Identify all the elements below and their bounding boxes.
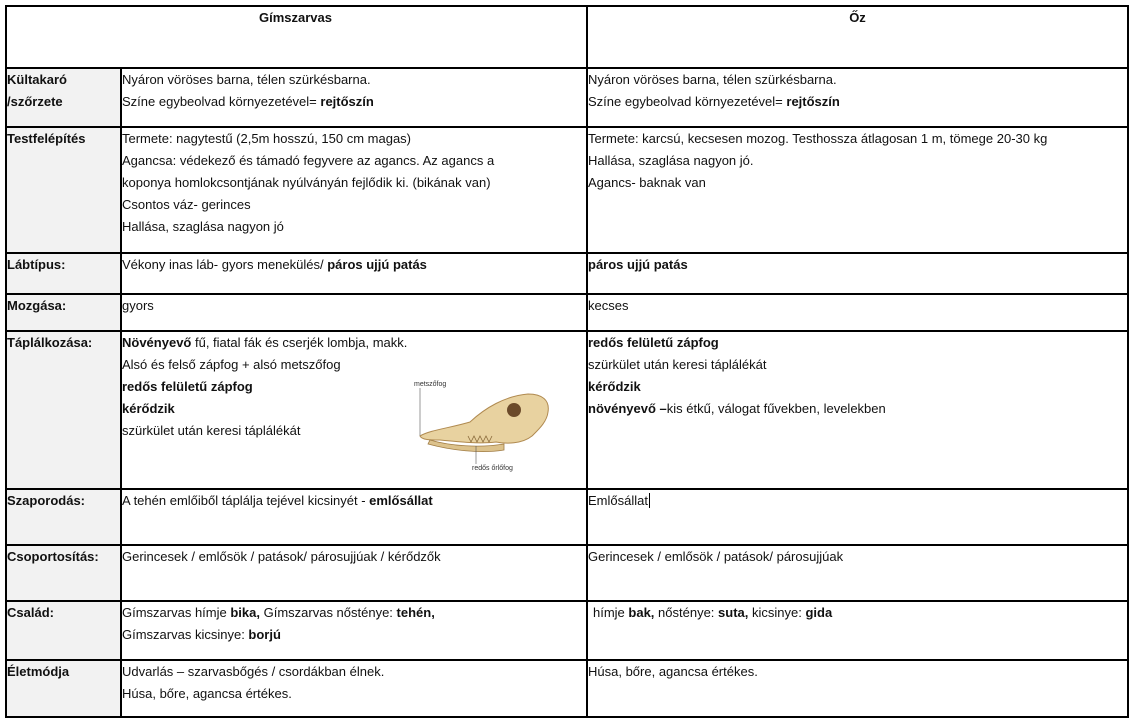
comparison-table: [5, 5, 1129, 718]
cell-gimszarvas: [121, 68, 587, 127]
cell-bold-text: redős felületű zápfog: [122, 379, 253, 394]
cell-bold-text: bak,: [628, 605, 655, 620]
cell-oz[interactable]: [587, 489, 1128, 545]
header-empty-cell: [6, 6, 121, 68]
row-label: [6, 601, 121, 660]
cell-text: Hallása, szaglása nagyon jó: [122, 219, 284, 234]
label-line: Család:: [7, 605, 54, 620]
label-line: Kültakaró: [7, 72, 67, 87]
row-kultakaro: [6, 68, 1128, 127]
cell-text: Gerincesek / emlősök / patások/ párosujjúak / kérődzők: [122, 549, 441, 564]
cell-bold-text: bika,: [230, 605, 260, 620]
cell-text: szürkület után keresi táplálékát: [588, 357, 767, 372]
figure-label-incisor: metszőfog: [414, 381, 447, 388]
cell-oz: [587, 253, 1128, 294]
cell-bold-text: gida: [805, 605, 833, 620]
cell-bold-text: Növényevő: [122, 335, 192, 350]
row-eletmodja: [6, 660, 1128, 717]
label-line: Testfelépítés: [7, 131, 86, 146]
cell-text: Gímszarvas hímje: [122, 605, 231, 620]
figure-label-molar: redős őrlőfog: [472, 465, 513, 472]
cell-gimszarvas: [121, 601, 587, 660]
deer-skull-illustration: [410, 378, 560, 476]
cell-gimszarvas: [121, 489, 587, 545]
row-label: [6, 489, 121, 545]
cell-text: fű, fiatal fák és cserjék lombja, makk.: [191, 335, 408, 350]
cell-oz: [587, 294, 1128, 331]
cell-gimszarvas: [121, 660, 587, 717]
cell-bold-text: emlősállat: [369, 493, 433, 508]
cell-text: nősténye:: [654, 605, 719, 620]
row-csoportositas: [6, 545, 1128, 601]
cell-text: Gímszarvas nősténye:: [259, 605, 397, 620]
header-oz: [587, 6, 1128, 68]
label-line: Mozgása:: [7, 298, 67, 313]
label-line: Csoportosítás:: [7, 549, 99, 564]
row-mozgasa: [6, 294, 1128, 331]
cell-text: Színe egybeolvad környezetével=: [588, 94, 787, 109]
cell-bold-text: borjú: [248, 627, 281, 642]
cell-text: Termete: nagytestű (2,5m hosszú, 150 cm magas): [122, 131, 412, 146]
row-testfelepites: [6, 127, 1128, 253]
cell-text: A tehén emlőiből táplálja tejével kicsinyét -: [122, 493, 370, 508]
label-line: /szőrzete: [7, 94, 63, 109]
row-taplalkozasa: [6, 331, 1128, 489]
cell-bold-text: páros ujjú patás: [327, 257, 427, 272]
cell-gimszarvas: [121, 253, 587, 294]
cell-text: Nyáron vöröses barna, télen szürkésbarna.: [588, 72, 837, 87]
label-line: Lábtípus:: [7, 257, 66, 272]
cell-bold-text: kérődzik: [122, 401, 175, 416]
cell-text: Agancsa: védekező és támadó fegyvere az agancs. Az agancs a: [122, 153, 495, 168]
label-line: Életmódja: [7, 664, 70, 679]
cell-text: Színe egybeolvad környezetével=: [122, 94, 321, 109]
row-label: [6, 294, 121, 331]
cell-text: Alsó és felső zápfog + alsó metszőfog: [122, 357, 341, 372]
header-row: [6, 6, 1128, 68]
cell-text: hímje: [593, 605, 629, 620]
cell-bold-text: növényevő –: [588, 401, 667, 416]
cell-bold-text: kérődzik: [588, 379, 641, 394]
row-label: [6, 331, 121, 489]
cell-text: szürkület után keresi táplálékát: [122, 423, 301, 438]
cell-gimszarvas: [121, 127, 587, 253]
row-csalad: [6, 601, 1128, 660]
cell-text: Vékony inas láb- gyors menekülés/: [122, 257, 328, 272]
cell-text: gyors: [122, 298, 154, 313]
cell-text: kicsinye:: [748, 605, 806, 620]
cell-gimszarvas: [121, 545, 587, 601]
cell-text: koponya homlokcsontjának nyúlványán fejlődik ki. (bikának van): [122, 175, 491, 190]
cell-text: Húsa, bőre, agancsa értékes.: [588, 664, 758, 679]
row-label: [6, 545, 121, 601]
cell-text: Húsa, bőre, agancsa értékes.: [122, 686, 292, 701]
cell-text: Gerincesek / emlősök / patások/ párosujjúak: [588, 549, 844, 564]
deer-skull-figure: [410, 378, 560, 476]
label-line: Szaporodás:: [7, 493, 86, 508]
text-cursor: [649, 493, 650, 508]
header-gimszarvas-text: Gímszarvas: [259, 10, 332, 25]
cell-text[interactable]: Emlősállat: [588, 493, 648, 508]
row-label: [6, 127, 121, 253]
cell-text: Agancs- baknak van: [588, 175, 706, 190]
cell-bold-text: redős felületű zápfog: [588, 335, 719, 350]
cell-text: Gímszarvas kicsinye:: [122, 627, 249, 642]
cell-bold-text: páros ujjú patás: [588, 257, 688, 272]
cell-text: Csontos váz- gerinces: [122, 197, 251, 212]
cell-gimszarvas: [121, 294, 587, 331]
header-gimszarvas: [121, 6, 587, 68]
header-oz-text: Őz: [849, 10, 866, 25]
row-label: [6, 253, 121, 294]
cell-oz: [587, 545, 1128, 601]
cell-text: Hallása, szaglása nagyon jó.: [588, 153, 754, 168]
cell-oz: [587, 601, 1128, 660]
row-labtipus: [6, 253, 1128, 294]
cell-bold-text: rejtőszín: [786, 94, 840, 109]
cell-oz: [587, 127, 1128, 253]
cell-text: Udvarlás – szarvasbőgés / csordákban élnek.: [122, 664, 385, 679]
cell-text: Termete: karcsú, kecsesen mozog. Testhossza átlagosan 1 m, tömege 20-30 kg: [588, 131, 1048, 146]
cell-text: kecses: [588, 298, 629, 313]
cell-oz: [587, 331, 1128, 489]
cell-bold-text: tehén,: [396, 605, 435, 620]
cell-oz: [587, 68, 1128, 127]
cell-text: kis étkű, válogat fűvekben, levelekben: [666, 401, 886, 416]
cell-oz: [587, 660, 1128, 717]
row-szaporodas: [6, 489, 1128, 545]
cell-text: Nyáron vöröses barna, télen szürkésbarna.: [122, 72, 371, 87]
row-label: [6, 660, 121, 717]
cell-bold-text: rejtőszín: [320, 94, 374, 109]
cell-gimszarvas: [121, 331, 587, 489]
label-line: Táplálkozása:: [7, 335, 93, 350]
row-label: [6, 68, 121, 127]
cell-bold-text: suta,: [718, 605, 749, 620]
